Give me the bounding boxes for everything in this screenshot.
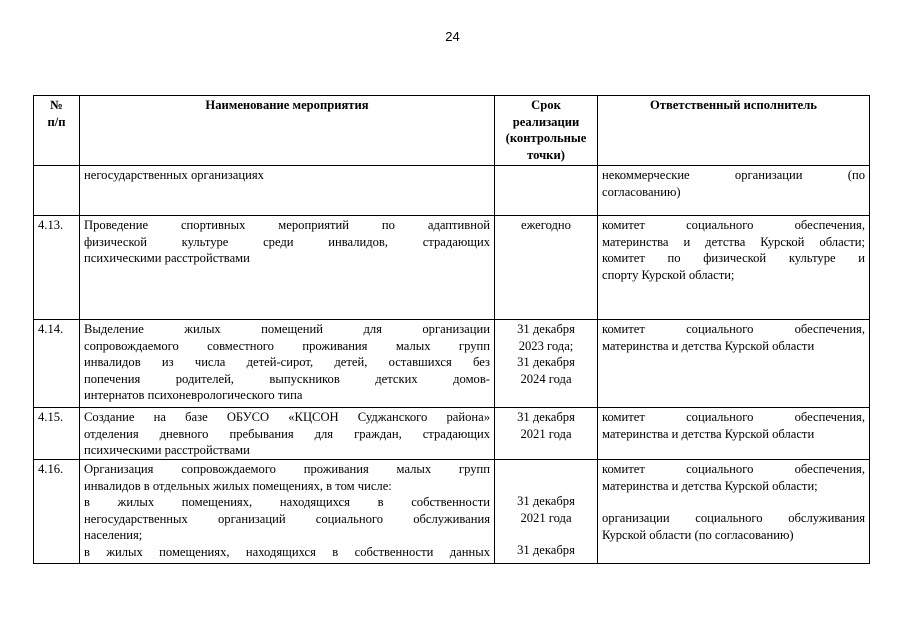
table-row — [34, 320, 870, 408]
header-term-line: точки) — [527, 147, 565, 162]
measure-name — [80, 460, 495, 564]
term-cell — [495, 320, 598, 408]
measure-name — [80, 166, 495, 216]
text-line: в жилых помещениях, находящихся в собственности данных — [84, 544, 490, 559]
measures-table — [33, 95, 870, 564]
header-term-line: Срок — [531, 98, 561, 112]
text-line: населения; — [84, 528, 143, 542]
text-line: 2024 года — [520, 371, 572, 386]
measure-name — [80, 216, 495, 320]
term-cell — [495, 460, 598, 564]
text-line: организации социального обслуживания — [602, 511, 865, 525]
text-line: попечения родителей, выпускников детских домов- — [84, 371, 490, 386]
text-line: ежегодно — [521, 218, 571, 232]
header-num — [34, 96, 80, 166]
text-line: отделения дневного пребывания для граждан, страдающих — [84, 426, 490, 441]
responsible-cell — [598, 166, 870, 216]
header-name: Наименование мероприятия — [80, 96, 495, 166]
blank-line — [499, 477, 593, 493]
row-number: 4.16. — [34, 460, 80, 564]
header-term — [495, 96, 598, 166]
text-line: 31 декабря — [517, 410, 575, 424]
table-row — [34, 408, 870, 460]
text-line: спорту Курской области; — [602, 267, 735, 282]
measure-name — [80, 408, 495, 460]
text-line: интернатов психоневрологического типа — [84, 388, 303, 402]
measure-name — [80, 320, 495, 408]
text-line: материнства и детства Курской области; — [602, 478, 818, 493]
table-row — [34, 166, 870, 216]
text-line: материнства и детства Курской области — [602, 338, 815, 353]
text-line: Выделение жилых помещений для организации — [84, 322, 490, 336]
text-line: 31 декабря — [517, 355, 575, 369]
text-line: комитет по физической культуре и — [602, 251, 865, 265]
text-line: комитет социального обеспечения, — [602, 410, 865, 424]
text-line: психическими расстройствами — [84, 251, 250, 265]
text-line: 2021 года — [520, 426, 572, 441]
text-line: Создание на базе ОБУСО «КЦСОН Суджанского района» — [84, 410, 490, 424]
responsible-cell — [598, 320, 870, 408]
row-number: 4.13. — [34, 216, 80, 320]
table-header-row — [34, 96, 870, 166]
row-number — [34, 166, 80, 216]
text-line: Проведение спортивных мероприятий по адаптивной — [84, 218, 490, 232]
text-line: инвалидов в отдельных жилых помещениях, в том числе: — [84, 478, 392, 493]
text-line: некоммерческие организации (по — [602, 168, 865, 182]
text-line: 2021 года — [520, 510, 572, 525]
term-cell — [495, 216, 598, 320]
text-line: инвалидов из числа детей-сирот, детей, оставшихся без — [84, 355, 490, 369]
row-number: 4.14. — [34, 320, 80, 408]
responsible-cell — [598, 216, 870, 320]
table-row — [34, 216, 870, 320]
text-line: материнства и детства Курской области — [602, 426, 815, 441]
responsible-cell — [598, 460, 870, 564]
blank-line — [499, 526, 593, 542]
text-line: материнства и детства Курской области; — [602, 234, 865, 249]
header-num-line: № — [50, 98, 63, 112]
text-line: Организация сопровождаемого проживания малых групп — [84, 462, 490, 476]
header-num-line: п/п — [47, 114, 66, 129]
term-cell — [495, 408, 598, 460]
header-term-line: реализации — [512, 114, 580, 129]
text-line: сопровождаемого совместного проживания малых групп — [84, 338, 490, 353]
text-line: негосударственных организациях — [84, 168, 264, 182]
text-line: психическими расстройствами — [84, 443, 250, 457]
text-line: согласованию) — [602, 184, 681, 199]
text-line: в жилых помещениях, находящихся в собственности — [84, 495, 490, 509]
text-line: 2023 года; — [518, 338, 574, 353]
responsible-cell — [598, 408, 870, 460]
text-line: 31 декабря — [517, 543, 575, 557]
blank-line — [499, 461, 593, 477]
text-line: комитет социального обеспечения, — [602, 462, 865, 476]
blank-line — [602, 494, 865, 510]
header-responsible: Ответственный исполнитель — [598, 96, 870, 166]
page-number: 24 — [445, 29, 460, 44]
text-line: комитет социального обеспечения, — [602, 218, 865, 232]
term-cell — [495, 166, 598, 216]
text-line: негосударственных организаций социального обслуживания — [84, 511, 490, 526]
text-line: 31 декабря — [517, 322, 575, 336]
text-line: 31 декабря — [517, 494, 575, 508]
text-line: комитет социального обеспечения, — [602, 322, 865, 336]
header-term-line: (контрольные — [505, 131, 587, 145]
text-line: Курской области (по согласованию) — [602, 527, 794, 542]
table-row — [34, 460, 870, 564]
row-number: 4.15. — [34, 408, 80, 460]
text-line: физической культуре среди инвалидов, страдающих — [84, 234, 490, 249]
